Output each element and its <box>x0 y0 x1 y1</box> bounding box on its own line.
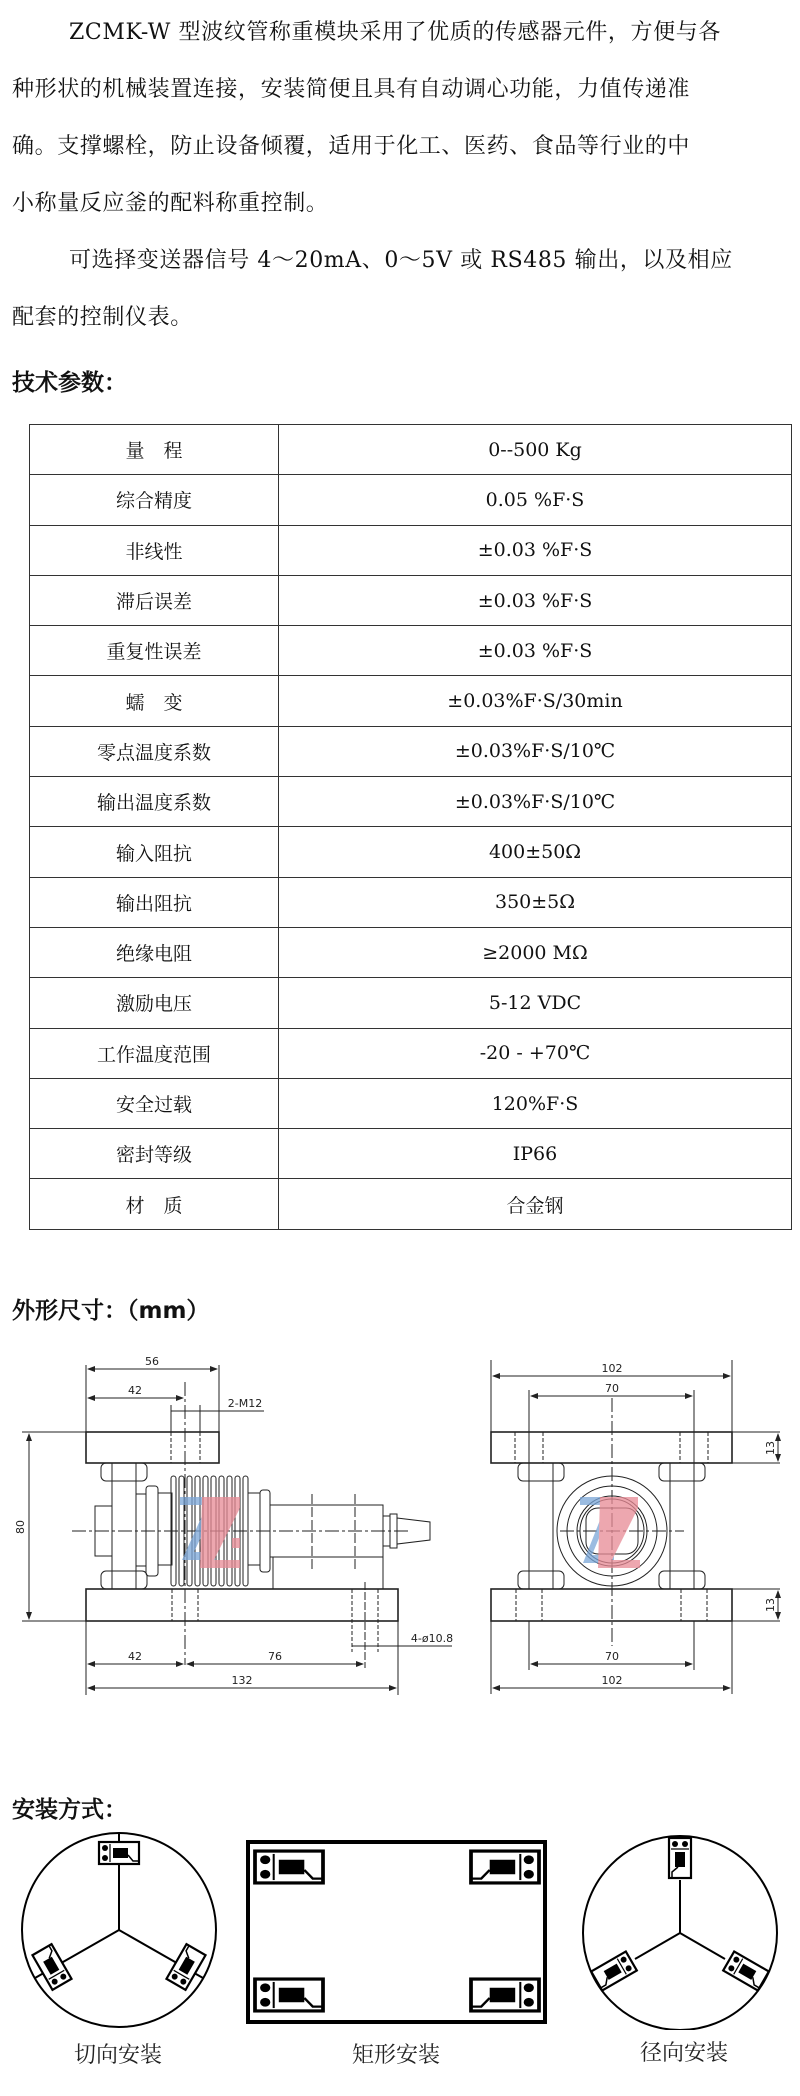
spec-label: 输入阻抗 <box>30 827 279 877</box>
spec-label: 工作温度范围 <box>30 1028 279 1078</box>
spec-label: 安全过载 <box>30 1078 279 1128</box>
dim-label: 102 <box>601 1362 623 1375</box>
install-diagrams <box>0 1830 800 2030</box>
spec-value: ±0.03%F·S/10℃ <box>279 777 792 827</box>
dim-label: 2-M12 <box>227 1397 263 1410</box>
rectangular-install-diagram <box>248 1842 545 2022</box>
table-row <box>30 1078 792 1128</box>
spec-label: 非线性 <box>30 525 279 575</box>
table-row <box>30 1179 792 1229</box>
spec-value: 350±5Ω <box>279 877 792 927</box>
dim-label: 102 <box>601 1674 623 1687</box>
spec-heading: 技术参数： <box>12 370 127 396</box>
spec-label: 蠕 变 <box>30 676 279 726</box>
table-row <box>30 1129 792 1179</box>
spec-label: 材 质 <box>30 1179 279 1229</box>
intro-line: 可选择变送器信号 4～20mA、0～5V 或 RS485 输出，以及相应 <box>69 248 733 273</box>
spec-label: 输出温度系数 <box>30 777 279 827</box>
radial-install-diagram <box>583 1836 777 2030</box>
dim-label: 42 <box>128 1650 142 1663</box>
install-label-radial: 径向安装 <box>639 2041 729 2066</box>
install-heading: 安装方式： <box>12 1797 127 1823</box>
spec-value: ±0.03 %F·S <box>279 626 792 676</box>
spec-value: IP66 <box>279 1129 792 1179</box>
dim-label: 132 <box>231 1674 253 1687</box>
spec-label: 零点温度系数 <box>30 726 279 776</box>
intro-line: 小称量反应釜的配料称重控制。 <box>12 191 329 216</box>
table-row <box>30 525 792 575</box>
install-label-tangential: 切向安装 <box>73 2043 163 2068</box>
intro-paragraph-1 <box>12 4 792 232</box>
intro-line: 种形状的机械装置连接，安装简便且具有自动调心功能，力值传递准 <box>12 77 691 102</box>
dim-label: 76 <box>268 1650 282 1663</box>
spec-value: 合金钢 <box>279 1179 792 1229</box>
spec-value: -20 - +70℃ <box>279 1028 792 1078</box>
dim-label: 80 <box>14 1520 27 1534</box>
table-row <box>30 475 792 525</box>
dimensions-heading: 外形尺寸：（mm） <box>12 1298 210 1324</box>
table-row <box>30 726 792 776</box>
spec-label: 重复性误差 <box>30 626 279 676</box>
spec-label: 激励电压 <box>30 978 279 1028</box>
spec-value: ≥2000 MΩ <box>279 927 792 977</box>
dim-label: 13 <box>764 1598 777 1612</box>
spec-value: ±0.03%F·S/10℃ <box>279 726 792 776</box>
spec-label: 量 程 <box>30 425 279 475</box>
install-label-rectangular: 矩形安装 <box>351 2043 441 2068</box>
spec-value: ±0.03 %F·S <box>279 525 792 575</box>
dimension-drawing <box>0 1330 800 1730</box>
intro-line: 配套的控制仪表。 <box>12 305 193 330</box>
spec-value: ±0.03 %F·S <box>279 575 792 625</box>
spec-label: 绝缘电阻 <box>30 927 279 977</box>
dim-label: 13 <box>764 1441 777 1455</box>
table-row <box>30 777 792 827</box>
tangential-install-diagram <box>22 1833 216 2027</box>
spec-value: ±0.03%F·S/30min <box>279 676 792 726</box>
dim-label: 70 <box>605 1650 619 1663</box>
intro-paragraph-2 <box>12 232 792 346</box>
intro-line: ZCMK-W 型波纹管称重模块采用了优质的传感器元件，方便与各 <box>69 20 721 45</box>
table-row <box>30 575 792 625</box>
spec-value: 120%F·S <box>279 1078 792 1128</box>
spec-label: 综合精度 <box>30 475 279 525</box>
table-row <box>30 626 792 676</box>
dim-label: 4-ø10.8 <box>410 1632 454 1645</box>
table-row <box>30 978 792 1028</box>
spec-value: 5-12 VDC <box>279 978 792 1028</box>
zc-logo-front <box>180 1497 240 1568</box>
dim-label: 56 <box>145 1355 159 1368</box>
spec-value: 0.05 %F·S <box>279 475 792 525</box>
intro-line: 确。支撑螺栓，防止设备倾覆，适用于化工、医药、食品等行业的中 <box>12 134 691 159</box>
table-row <box>30 676 792 726</box>
spec-value: 0--500 Kg <box>279 425 792 475</box>
dim-label: 42 <box>128 1384 142 1397</box>
front-view <box>22 1365 452 1695</box>
table-row <box>30 827 792 877</box>
table-row <box>30 1028 792 1078</box>
spec-table <box>29 424 792 1230</box>
side-view <box>491 1360 780 1694</box>
spec-label: 密封等级 <box>30 1129 279 1179</box>
spec-value: 400±50Ω <box>279 827 792 877</box>
spec-label: 滞后误差 <box>30 575 279 625</box>
dim-label: 70 <box>605 1382 619 1395</box>
table-row <box>30 927 792 977</box>
table-row <box>30 877 792 927</box>
table-row <box>30 425 792 475</box>
spec-label: 输出阻抗 <box>30 877 279 927</box>
